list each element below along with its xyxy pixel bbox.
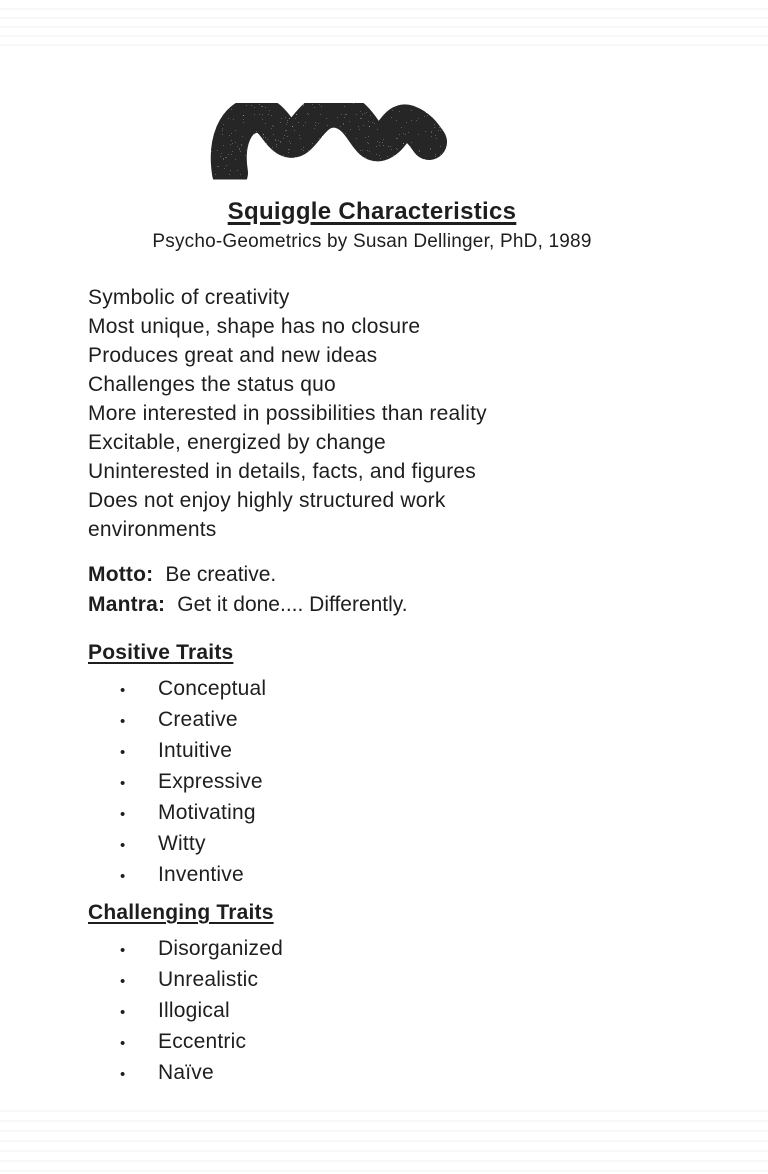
trait-label: Witty — [158, 832, 206, 855]
scan-noise-top — [0, 8, 768, 50]
document-header — [0, 198, 744, 253]
characteristic-line: Most unique, shape has no closure — [88, 315, 421, 338]
characteristic-line: Symbolic of creativity — [88, 286, 290, 309]
bullet-marker: • — [120, 775, 126, 792]
characteristic-line: Excitable, energized by change — [88, 431, 386, 454]
challenging-traits-section — [88, 901, 283, 1089]
list-item — [88, 705, 266, 736]
list-item — [88, 1058, 283, 1089]
bullet-marker: • — [120, 1066, 126, 1083]
characteristic-line: Produces great and new ideas — [88, 344, 378, 367]
challenging-traits-heading: Challenging Traits — [88, 901, 274, 924]
page-title: Squiggle Characteristics — [227, 198, 517, 225]
bullet-marker: • — [120, 682, 126, 699]
mantra-line — [88, 590, 408, 620]
motto-line — [88, 560, 408, 590]
trait-label: Expressive — [158, 770, 263, 793]
characteristics-list — [88, 283, 540, 544]
mantra-label: Mantra: — [88, 592, 166, 616]
trait-label: Intuitive — [158, 739, 233, 762]
motto-label: Motto: — [88, 563, 154, 586]
list-item — [88, 1027, 283, 1058]
page-subtitle: Psycho-Geometrics by Susan Dellinger, PhD, 1989 — [152, 231, 592, 252]
bullet-marker: • — [120, 837, 126, 854]
trait-label: Inventive — [158, 863, 244, 886]
positive-traits-section — [88, 641, 266, 891]
bullet-marker: • — [120, 806, 126, 823]
bullet-marker: • — [120, 713, 126, 730]
list-item — [88, 965, 283, 996]
scan-noise-bottom — [0, 1110, 768, 1174]
trait-label: Illogical — [158, 999, 230, 1022]
list-item — [88, 860, 266, 891]
bullet-marker: • — [120, 1035, 126, 1052]
trait-label: Motivating — [158, 801, 256, 824]
bullet-marker: • — [120, 973, 126, 990]
trait-label: Eccentric — [158, 1030, 247, 1053]
characteristic-line: Does not enjoy highly structured work environments — [88, 489, 446, 541]
characteristic-line: Challenges the status quo — [88, 373, 336, 396]
list-item — [88, 767, 266, 798]
list-item — [88, 996, 283, 1027]
characteristic-line: More interested in possibilities than reality — [88, 402, 487, 425]
trait-label: Disorganized — [158, 937, 283, 960]
challenging-traits-list — [88, 934, 283, 1089]
list-item — [88, 798, 266, 829]
positive-traits-heading: Positive Traits — [88, 641, 234, 664]
positive-traits-list — [88, 674, 266, 891]
motto-mantra-block — [88, 560, 408, 619]
trait-label: Conceptual — [158, 677, 267, 700]
trait-label: Unrealistic — [158, 968, 259, 991]
list-item — [88, 674, 266, 705]
list-item — [88, 934, 283, 965]
bullet-marker: • — [120, 744, 126, 761]
bullet-marker: • — [120, 1004, 126, 1021]
characteristic-line: Uninterested in details, facts, and figures — [88, 460, 476, 483]
bullet-marker: • — [120, 942, 126, 959]
list-item — [88, 736, 266, 767]
squiggle-icon — [210, 85, 450, 197]
bullet-marker: • — [120, 868, 126, 885]
trait-label: Creative — [158, 708, 238, 731]
trait-label: Naïve — [158, 1061, 214, 1084]
list-item — [88, 829, 266, 860]
mantra-text: Get it done.... Differently. — [177, 592, 408, 616]
motto-text: Be creative. — [165, 563, 277, 586]
